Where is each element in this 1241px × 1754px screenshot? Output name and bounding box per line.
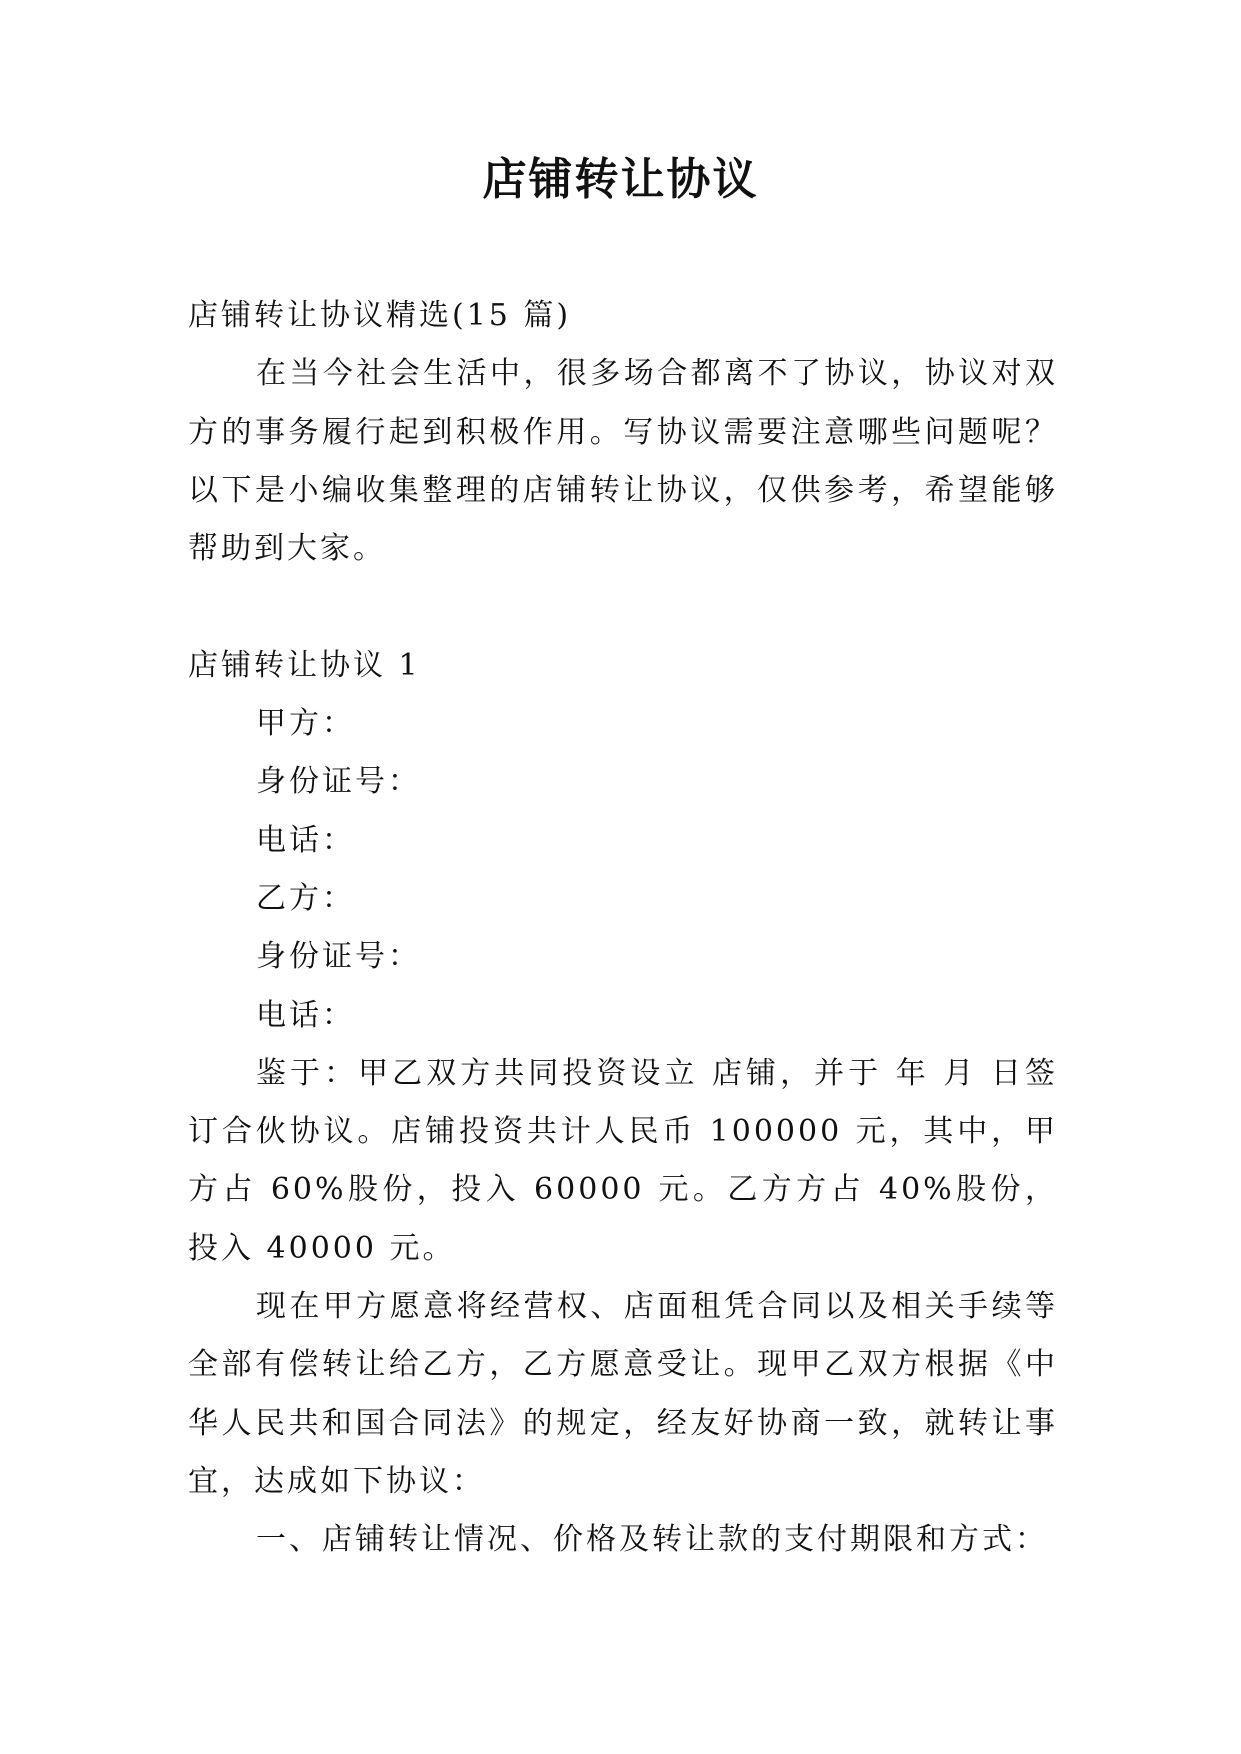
party-b-phone-label: 电话： xyxy=(256,997,355,1033)
party-a-label: 甲方： xyxy=(256,706,355,742)
document-body xyxy=(188,287,1058,1570)
party-a-phone-label: 电话： xyxy=(256,822,355,858)
party-b-id-label: 身份证号： xyxy=(256,939,421,975)
party-b-label: 乙方： xyxy=(256,880,355,916)
section-heading: 店铺转让协议 1 xyxy=(188,647,421,683)
party-a-id-label: 身份证号： xyxy=(256,764,421,800)
document-title: 店铺转让协议 xyxy=(482,154,759,205)
clause-1-heading: 一、店铺转让情况、价格及转让款的支付期限和方式： xyxy=(256,1522,1048,1558)
intro-paragraph: 在当今社会生活中，很多场合都离不了协议，协议对双方的事务履行起到积极作用。写协议需要注意哪些问题呢？以下是小编收集整理的店铺转让协议，仅供参考，希望能够帮助到大家。 xyxy=(188,356,1058,567)
document-subtitle: 店铺转让协议精选(15 篇) xyxy=(188,298,572,333)
whereas-paragraph: 鉴于：甲乙双方共同投资设立 店铺，并于 年 月 日签订合伙协议。店铺投资共计人民币 100000 元，其中，甲方占 60%股份，投入 60000 元。乙方方占 40%股份，投入 40000 元。 xyxy=(188,1055,1058,1266)
blank-line xyxy=(188,578,1058,636)
transfer-intent-paragraph: 现在甲方愿意将经营权、店面租凭合同以及相关手续等全部有偿转让给乙方，乙方愿意受让。现甲乙双方根据《中华人民共和国合同法》的规定，经友好协商一致，就转让事宜，达成如下协议： xyxy=(188,1289,1058,1499)
